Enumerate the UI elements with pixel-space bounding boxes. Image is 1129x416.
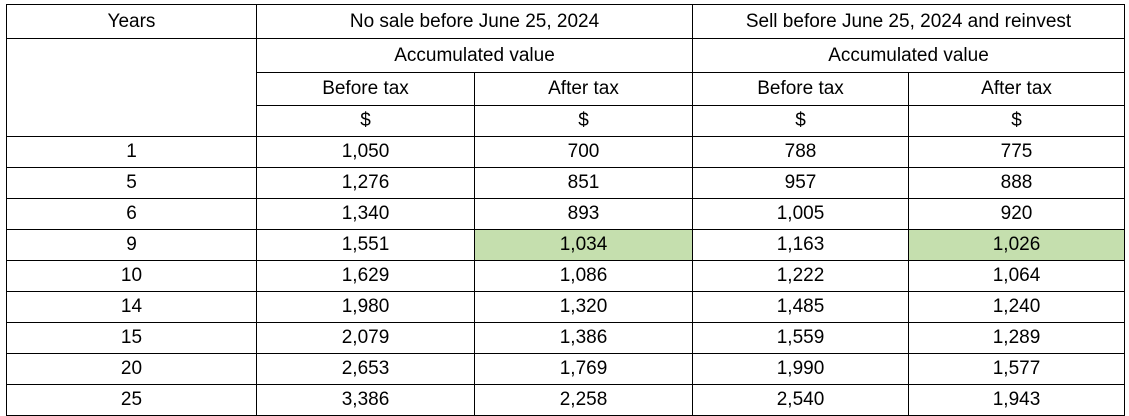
cell-nosale-after-tax-highlighted: 1,034 xyxy=(475,230,693,261)
header-group-sell-reinvest: Sell before June 25, 2024 and reinvest xyxy=(693,5,1125,39)
cell-sell-after-tax: 888 xyxy=(909,168,1125,199)
cell-years: 25 xyxy=(7,385,257,416)
table-row xyxy=(7,137,1125,168)
table-row xyxy=(7,323,1125,354)
cell-nosale-after-tax: 893 xyxy=(475,199,693,230)
header-after-tax-2: After tax xyxy=(909,73,1125,106)
cell-nosale-before-tax: 1,551 xyxy=(257,230,475,261)
cell-sell-before-tax: 2,540 xyxy=(693,385,909,416)
cell-sell-after-tax: 1,943 xyxy=(909,385,1125,416)
cell-sell-before-tax: 1,163 xyxy=(693,230,909,261)
cell-nosale-after-tax: 700 xyxy=(475,137,693,168)
cell-nosale-before-tax: 1,340 xyxy=(257,199,475,230)
table-row xyxy=(7,199,1125,230)
cell-sell-after-tax: 1,577 xyxy=(909,354,1125,385)
cell-years: 6 xyxy=(7,199,257,230)
cell-years: 1 xyxy=(7,137,257,168)
cell-nosale-before-tax: 2,079 xyxy=(257,323,475,354)
cell-nosale-before-tax: 1,629 xyxy=(257,261,475,292)
header-before-tax-1: Before tax xyxy=(257,73,475,106)
cell-nosale-before-tax: 3,386 xyxy=(257,385,475,416)
table-row xyxy=(7,354,1125,385)
cell-sell-after-tax: 1,289 xyxy=(909,323,1125,354)
cell-nosale-after-tax: 1,320 xyxy=(475,292,693,323)
table-row-highlighted xyxy=(7,230,1125,261)
cell-years: 15 xyxy=(7,323,257,354)
header-unit-1: $ xyxy=(257,106,475,137)
table-header-row-groups xyxy=(7,5,1125,39)
cell-sell-before-tax: 1,005 xyxy=(693,199,909,230)
cell-years: 20 xyxy=(7,354,257,385)
cell-years: 5 xyxy=(7,168,257,199)
table-row xyxy=(7,292,1125,323)
cell-years: 9 xyxy=(7,230,257,261)
header-unit-2: $ xyxy=(475,106,693,137)
cell-sell-after-tax: 1,064 xyxy=(909,261,1125,292)
cell-nosale-after-tax: 2,258 xyxy=(475,385,693,416)
cell-sell-after-tax: 920 xyxy=(909,199,1125,230)
cell-sell-before-tax: 1,990 xyxy=(693,354,909,385)
header-years-spacer xyxy=(7,39,257,137)
financial-comparison-table xyxy=(6,4,1125,416)
cell-sell-after-tax: 775 xyxy=(909,137,1125,168)
cell-nosale-after-tax: 1,086 xyxy=(475,261,693,292)
cell-nosale-after-tax: 1,769 xyxy=(475,354,693,385)
header-unit-3: $ xyxy=(693,106,909,137)
cell-nosale-after-tax: 1,386 xyxy=(475,323,693,354)
cell-nosale-before-tax: 1,980 xyxy=(257,292,475,323)
header-after-tax-1: After tax xyxy=(475,73,693,106)
table-header-row-accumulated xyxy=(7,39,1125,73)
cell-sell-before-tax: 957 xyxy=(693,168,909,199)
cell-nosale-before-tax: 1,276 xyxy=(257,168,475,199)
cell-nosale-before-tax: 2,653 xyxy=(257,354,475,385)
cell-sell-after-tax-highlighted: 1,026 xyxy=(909,230,1125,261)
cell-years: 10 xyxy=(7,261,257,292)
header-accumulated-value-1: Accumulated value xyxy=(257,39,693,73)
cell-sell-before-tax: 788 xyxy=(693,137,909,168)
header-unit-4: $ xyxy=(909,106,1125,137)
cell-nosale-before-tax: 1,050 xyxy=(257,137,475,168)
cell-sell-before-tax: 1,222 xyxy=(693,261,909,292)
header-group-no-sale: No sale before June 25, 2024 xyxy=(257,5,693,39)
table-row xyxy=(7,168,1125,199)
table-row xyxy=(7,385,1125,416)
header-years: Years xyxy=(7,5,257,39)
cell-sell-after-tax: 1,240 xyxy=(909,292,1125,323)
cell-sell-before-tax: 1,485 xyxy=(693,292,909,323)
header-before-tax-2: Before tax xyxy=(693,73,909,106)
cell-years: 14 xyxy=(7,292,257,323)
table-row xyxy=(7,261,1125,292)
cell-sell-before-tax: 1,559 xyxy=(693,323,909,354)
header-accumulated-value-2: Accumulated value xyxy=(693,39,1125,73)
cell-nosale-after-tax: 851 xyxy=(475,168,693,199)
